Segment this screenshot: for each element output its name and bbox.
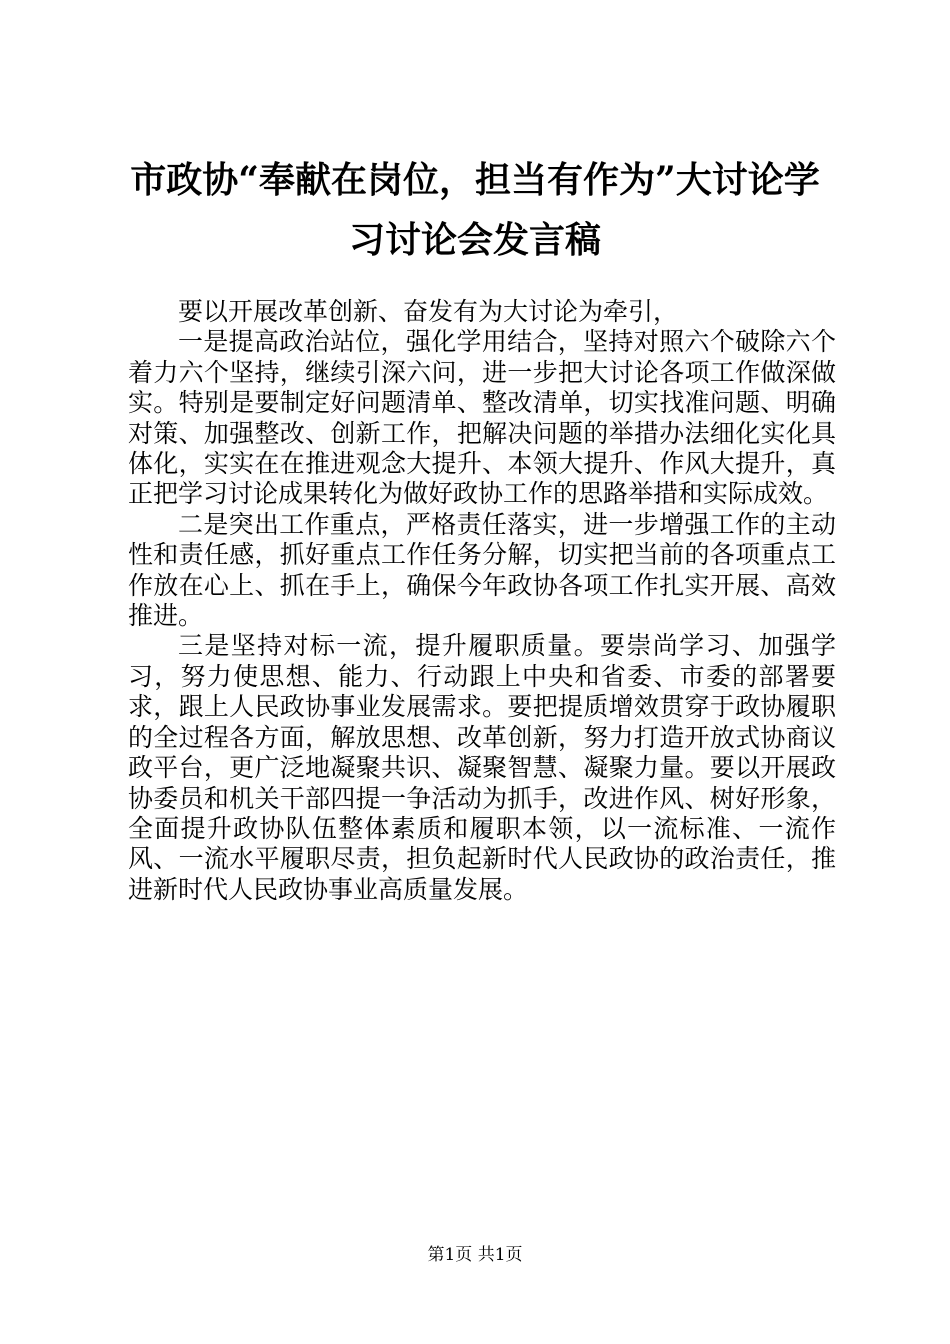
document-title-line-2: 习讨论会发言稿 [348,219,601,261]
document-title-line-1: 市政协“奉献在岗位，担当有作为”大讨论学 [130,159,820,201]
paragraph-point-one: 一是提高政治站位，强化学用结合，坚持对照六个破除六个着力六个坚持，继续引深六问，进一步把大讨论各项工作做深做实。特别是要制定好问题清单、整改清单，切实找准问题、明确对策、加强整改、创新工作，把解决问题的举措办法细化实化具体化，实实在在推进观念大提升、本领大提升、作风大提升，真正把学习讨论成果转化为做好政协工作的思路举措和实际成效。 [128,327,836,509]
document-body [128,297,836,905]
page-footer: 第1页 共1页 [427,1245,523,1265]
paragraph-intro: 要以开展改革创新、奋发有为大讨论为牵引， [178,297,679,326]
paragraph-point-three: 三是坚持对标一流，提升履职质量。要崇尚学习、加强学习，努力使思想、能力、行动跟上中央和省委、市委的部署要求，跟上人民政协事业发展需求。要把提质增效贯穿于政协履职的全过程各方面，解放思想、改革创新，努力打造开放式协商议政平台，更广泛地凝聚共识、凝聚智慧、凝聚力量。要以开展政协委员和机关干部四提一争活动为抓手，改进作风、树好形象，全面提升政协队伍整体素质和履职本领，以一流标准、一流作风、一流水平履职尽责，担负起新时代人民政协的政治责任，推进新时代人民政协事业高质量发展。 [128,631,836,904]
paragraph-point-two: 二是突出工作重点，严格责任落实，进一步增强工作的主动性和责任感，抓好重点工作任务分解，切实把当前的各项重点工作放在心上、抓在手上，确保今年政协各项工作扎实开展、高效推进。 [128,509,836,631]
